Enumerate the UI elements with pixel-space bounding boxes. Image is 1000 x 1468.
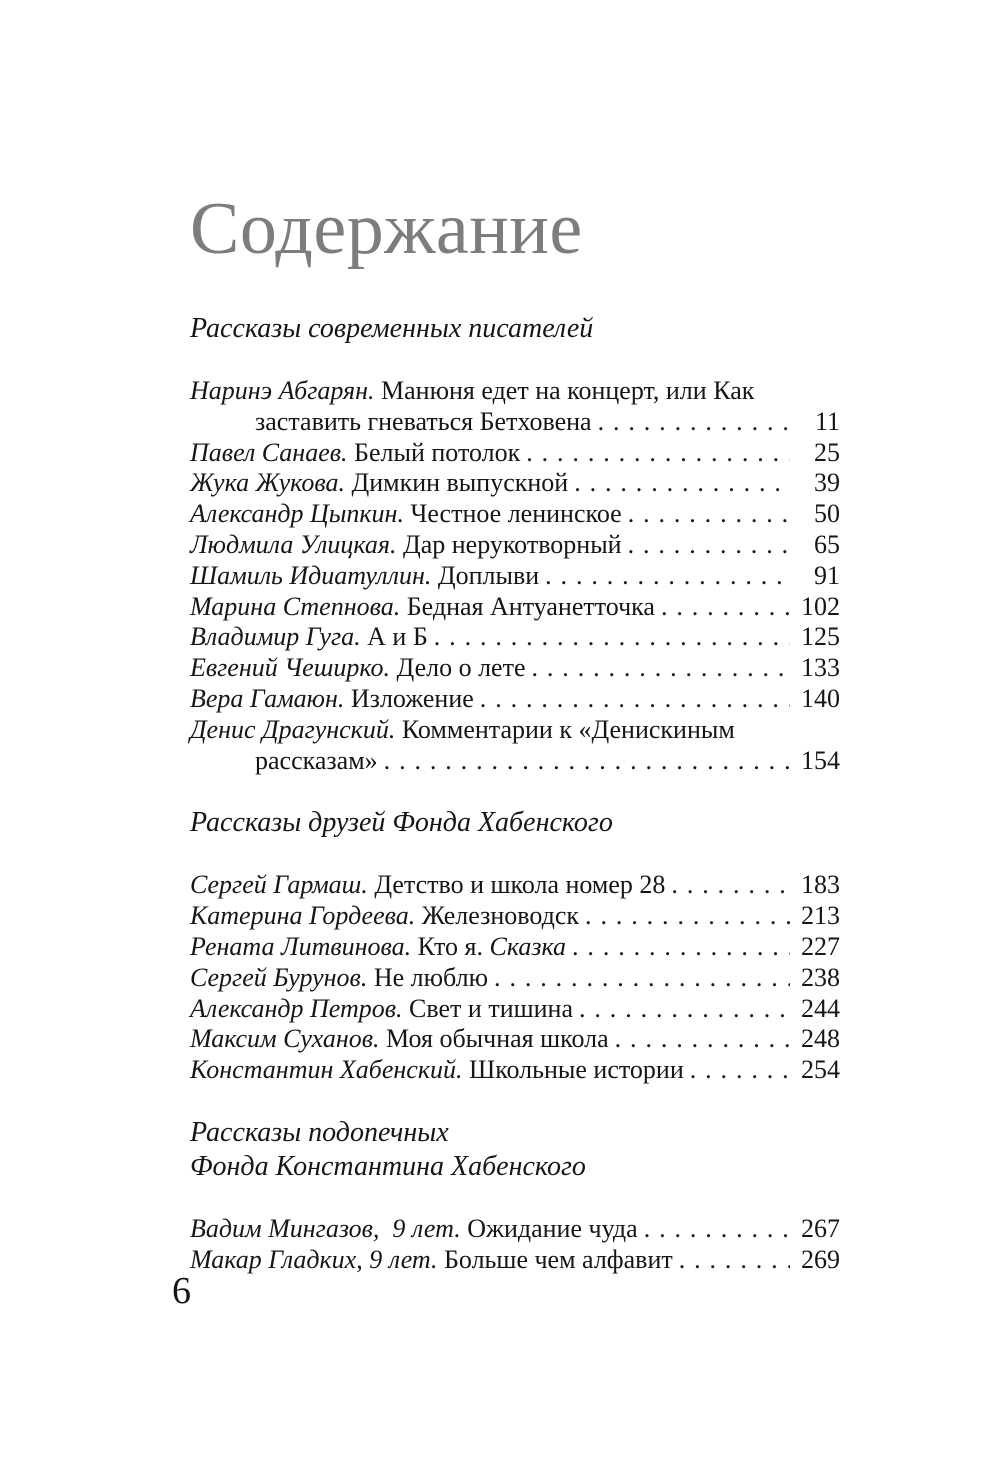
section-heading xyxy=(190,1116,840,1184)
section-heading xyxy=(190,806,840,840)
entry-page-number: 269 xyxy=(801,1244,840,1274)
dot-leader xyxy=(520,438,790,469)
entry-page-number: 50 xyxy=(814,499,840,529)
entry-author: Павел Санаев. xyxy=(190,437,348,467)
entry-title: Доплыви xyxy=(431,560,540,590)
entry-title: Димкин выпускной xyxy=(344,468,569,498)
entry-page-number: 39 xyxy=(814,468,840,498)
entry-title: Дело о лете xyxy=(390,653,526,683)
entry-author: Сергей Бурунов. xyxy=(190,962,368,992)
toc-entry-continuation xyxy=(190,407,840,438)
entry-text xyxy=(190,592,655,623)
entry-title-emphasis: Сказка xyxy=(483,931,567,961)
dot-leader xyxy=(622,499,790,530)
toc-entry xyxy=(190,468,840,499)
entry-author: Людмила Улицкая. xyxy=(190,529,397,559)
entry-title: Белый потолок xyxy=(347,437,521,467)
dot-leader xyxy=(566,932,790,963)
section-heading-line: Рассказы друзей Фонда Хабенского xyxy=(190,807,613,839)
toc-entry xyxy=(190,963,840,994)
entry-title: Честное ленинское xyxy=(403,499,622,529)
entry-page-number: 91 xyxy=(814,560,840,590)
entry-page-number: 238 xyxy=(801,962,840,992)
toc-entry xyxy=(190,870,840,901)
entry-page-number: 254 xyxy=(801,1055,840,1085)
section-entries xyxy=(190,870,840,1086)
toc-entry xyxy=(190,499,840,530)
entry-author: Катерина Гордеева. xyxy=(190,901,416,931)
entry-title: Свет и тишина xyxy=(402,993,573,1023)
entry-page-number: 227 xyxy=(801,931,840,961)
entry-text xyxy=(190,499,622,530)
entry-continuation-text: заставить гневаться Бетховена xyxy=(255,406,592,436)
entry-author: Рената Литвинова. xyxy=(190,931,412,961)
toc-entry xyxy=(190,438,840,469)
dot-leader xyxy=(579,901,790,932)
entry-text xyxy=(190,653,526,684)
toc-entry xyxy=(190,901,840,932)
entry-page-number: 102 xyxy=(801,591,840,621)
toc-section xyxy=(190,806,840,1086)
toc-entry xyxy=(190,1055,840,1086)
dot-leader xyxy=(428,622,790,653)
entry-title: Моя обычная школа xyxy=(379,1024,609,1054)
entry-page-number: 183 xyxy=(801,870,840,900)
entry-author: Наринэ Абгарян. xyxy=(190,376,375,405)
entry-title: Комментарии к «Денискиным xyxy=(395,714,735,744)
entry-text xyxy=(190,438,520,469)
section-entries xyxy=(190,376,840,776)
section-entries xyxy=(190,1214,840,1276)
entry-text xyxy=(190,1245,673,1276)
page-number: 6 xyxy=(172,1270,191,1312)
dot-leader xyxy=(609,1024,790,1055)
entry-author: Макар Гладких, 9 лет. xyxy=(190,1244,438,1274)
entry-author: Сергей Гармаш. xyxy=(190,870,368,900)
toc-entry xyxy=(190,715,840,746)
entry-title: Детство и школа номер 28 xyxy=(367,870,666,900)
entry-title: А и Б xyxy=(360,622,428,652)
dot-leader xyxy=(488,963,790,994)
entry-author: Александр Цыпкин. xyxy=(190,499,404,529)
entry-title: Больше чем алфавит xyxy=(437,1244,673,1274)
entry-title: Дар нерукотворный xyxy=(396,529,622,559)
entry-page-number: 244 xyxy=(801,993,840,1023)
section-heading xyxy=(190,312,840,346)
toc-entry xyxy=(190,622,840,653)
entry-title: Ожидание чуда xyxy=(460,1213,638,1243)
entry-author: Владимир Гуга. xyxy=(190,622,361,652)
entry-text xyxy=(190,622,428,653)
section-heading-line: Фонда Константина Хабенского xyxy=(190,1150,586,1182)
dot-leader xyxy=(539,561,790,592)
entry-author: Александр Петров. xyxy=(190,993,403,1023)
toc-section xyxy=(190,1116,840,1276)
dot-leader xyxy=(573,994,790,1025)
entry-page-number: 248 xyxy=(801,1024,840,1054)
toc-entry-continuation xyxy=(190,746,840,777)
dot-leader xyxy=(665,870,790,901)
entry-text xyxy=(190,561,539,592)
entry-author: Максим Суханов. xyxy=(190,1024,380,1054)
entry-text xyxy=(190,1214,638,1245)
dot-leader xyxy=(655,592,790,623)
entry-text xyxy=(190,963,488,994)
entry-title: Школьные истории xyxy=(462,1055,684,1085)
toc-entry xyxy=(190,653,840,684)
toc-content xyxy=(190,188,840,1276)
entry-title: Манюня едет на концерт, или Как xyxy=(374,376,755,405)
entry-page-number: 125 xyxy=(801,622,840,652)
page-title: Содержание xyxy=(190,188,583,270)
entry-author: Жука Жукова. xyxy=(190,468,345,498)
entry-title: Кто я. xyxy=(411,931,483,961)
entry-author: Вадим Мингазов, 9 лет. xyxy=(190,1213,461,1243)
entry-page-number: 133 xyxy=(801,653,840,683)
dot-leader xyxy=(474,684,790,715)
dot-leader xyxy=(684,1055,790,1086)
entry-page-number: 11 xyxy=(814,406,840,436)
entry-author: Денис Драгунский. xyxy=(190,714,396,744)
entry-text xyxy=(190,468,568,499)
entry-author: Константин Хабенский. xyxy=(190,1055,463,1085)
entry-text xyxy=(190,715,735,746)
entry-author: Шамиль Идиатуллин. xyxy=(190,560,432,590)
toc-entry xyxy=(190,376,840,407)
toc-entry xyxy=(190,561,840,592)
entry-text xyxy=(190,684,474,715)
toc-entry xyxy=(190,932,840,963)
section-heading-line: Рассказы современных писателей xyxy=(190,313,594,344)
toc-entry xyxy=(190,1024,840,1055)
toc-entry xyxy=(190,684,840,715)
dot-leader xyxy=(526,653,791,684)
entry-title: Изложение xyxy=(344,683,474,713)
entry-title: Бедная Антуанетточка xyxy=(400,591,655,621)
entry-title: Железноводск xyxy=(415,901,580,931)
entry-text xyxy=(190,1055,684,1086)
entry-text xyxy=(190,530,622,561)
entry-text xyxy=(190,901,579,932)
entry-page-number: 154 xyxy=(801,745,840,775)
entry-text xyxy=(190,376,754,407)
dot-leader xyxy=(592,407,790,438)
toc-entry xyxy=(190,1214,840,1245)
entry-text xyxy=(190,932,566,963)
entry-text xyxy=(190,1024,609,1055)
dot-leader xyxy=(622,530,790,561)
section-heading-line: Рассказы подопечных xyxy=(190,1116,449,1148)
entry-page-number: 25 xyxy=(814,437,840,467)
toc-entry xyxy=(190,994,840,1025)
entry-text xyxy=(190,870,665,901)
toc-entry xyxy=(190,592,840,623)
entry-continuation-text: рассказам» xyxy=(255,745,378,775)
toc-sections xyxy=(190,312,840,1276)
dot-leader xyxy=(638,1214,790,1245)
entry-title: Не люблю xyxy=(367,962,489,992)
entry-author: Марина Степнова. xyxy=(190,591,401,621)
entry-page-number: 140 xyxy=(801,683,840,713)
entry-page-number: 213 xyxy=(801,901,840,931)
entry-page-number: 65 xyxy=(814,529,840,559)
dot-leader xyxy=(568,468,790,499)
toc-entry xyxy=(190,1245,840,1276)
dot-leader xyxy=(378,746,790,777)
entry-page-number: 267 xyxy=(801,1213,840,1243)
toc-entry xyxy=(190,530,840,561)
toc-section xyxy=(190,312,840,776)
entry-author: Вера Гамаюн. xyxy=(190,683,345,713)
entry-author: Евгений Чеширко. xyxy=(190,653,391,683)
entry-text xyxy=(190,994,573,1025)
dot-leader xyxy=(673,1245,790,1276)
